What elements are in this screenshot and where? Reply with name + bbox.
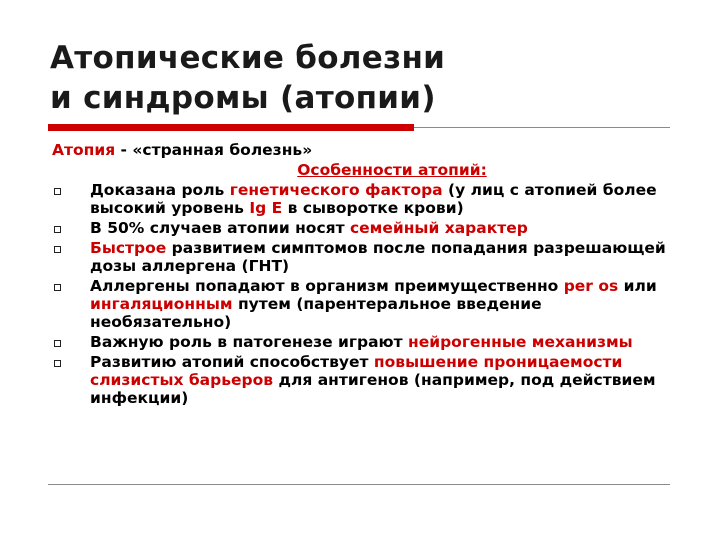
item-text: развитием симптомов после попадания разрешающей дозы аллергена (ГНТ) [90, 239, 666, 275]
intro-term: Атопия [52, 141, 116, 159]
list-item [52, 181, 672, 217]
square-bullet-icon [54, 360, 61, 367]
list-item [52, 239, 672, 275]
item-highlight: per os [563, 277, 619, 295]
item-highlight: повышение проницаемости слизистых барьеров [90, 353, 623, 389]
item-text: Важную роль в патогенезе играют [90, 333, 408, 351]
item-highlight: генетического фактора [229, 181, 443, 199]
square-bullet-icon [54, 226, 61, 233]
slide-title [50, 38, 690, 118]
slide-body [52, 141, 672, 409]
title-line-2: и синдромы (атопии) [50, 80, 436, 116]
item-text: Аллергены попадают в организм преимущественно [90, 277, 564, 295]
title-accent-bar [48, 124, 414, 131]
square-bullet-icon [54, 284, 61, 291]
footer-divider-line [48, 484, 670, 485]
item-highlight: Быстрое [90, 239, 167, 257]
item-text: В 50% случаев атопии носят [90, 219, 350, 237]
item-highlight: Ig E [249, 199, 283, 217]
item-text: или [618, 277, 657, 295]
item-text: в сыворотке крови) [282, 199, 464, 217]
list-item [52, 219, 672, 237]
item-text: Доказана роль [90, 181, 230, 199]
subheading [52, 161, 672, 179]
item-text: (у лиц с атопией более высокий уровень [90, 181, 657, 217]
item-text: для антигенов (например, под действием инфекции) [90, 371, 656, 407]
intro-line [52, 141, 672, 159]
item-text: Развитию атопий способствует [90, 353, 374, 371]
list-item [52, 333, 672, 351]
square-bullet-icon [54, 246, 61, 253]
subheading-text: Особенности атопий: [297, 161, 487, 179]
bullet-list [52, 181, 672, 407]
item-highlight: семейный характер [349, 219, 528, 237]
item-highlight: ингаляционным [90, 295, 233, 313]
list-item [52, 353, 672, 407]
list-item [52, 277, 672, 331]
intro-rest: - «странная болезнь» [115, 141, 313, 159]
square-bullet-icon [54, 188, 61, 195]
item-text: путем (парентеральное введение необязательно) [90, 295, 542, 331]
square-bullet-icon [54, 340, 61, 347]
title-line-1: Атопические болезни [50, 40, 446, 76]
item-highlight: нейрогенные механизмы [408, 333, 633, 351]
title-divider-line [414, 127, 670, 128]
